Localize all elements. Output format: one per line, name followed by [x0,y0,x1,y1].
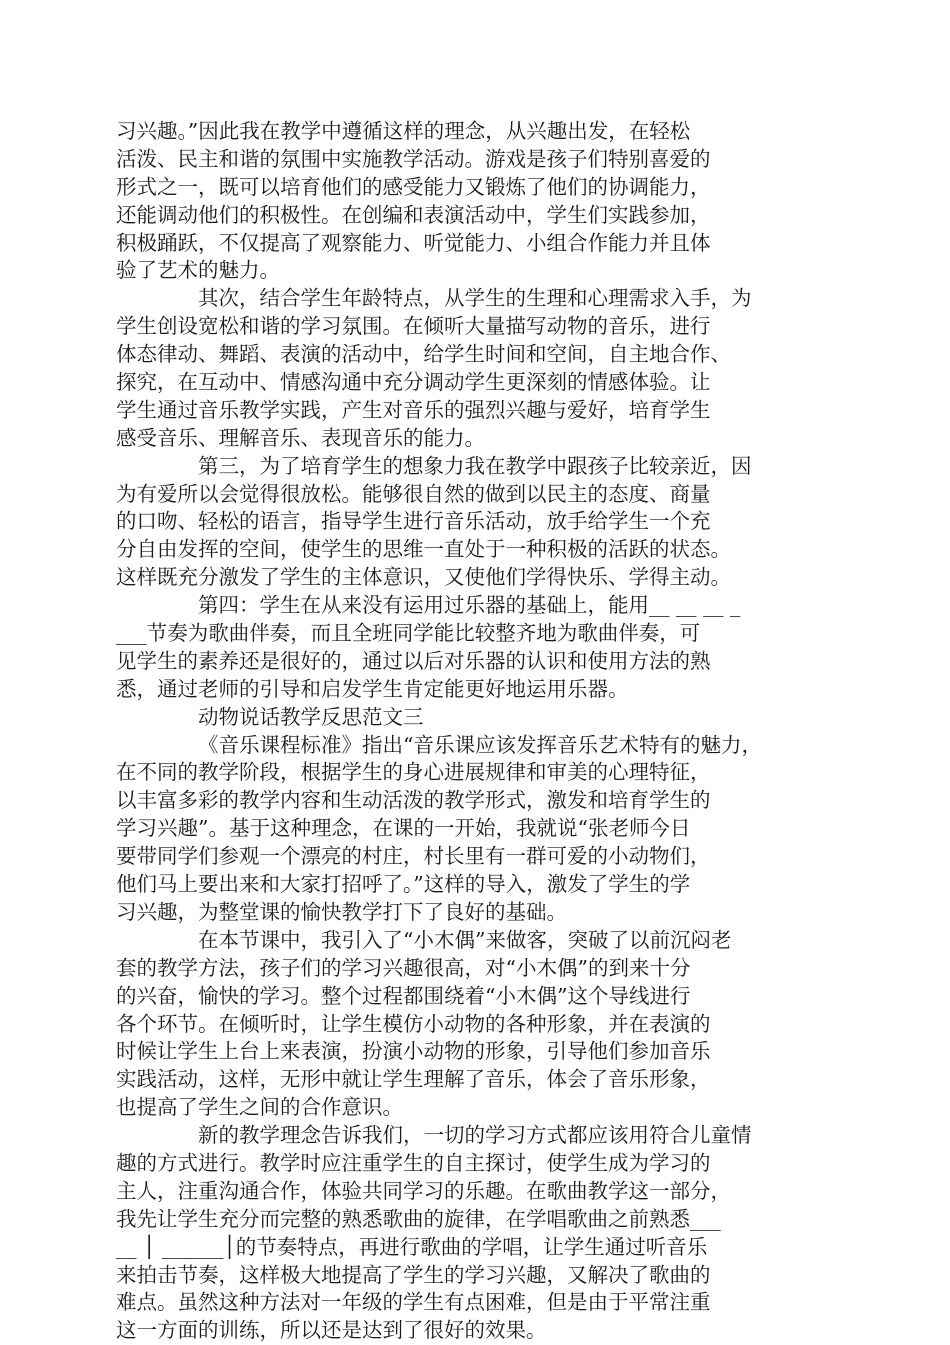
text-line: 主人，注重沟通合作，体验共同学习的乐趣。在歌曲教学这一部分， [116,1178,731,1203]
text-line: 来拍击节奏，这样极大地提高了学生的学习兴趣，又解决了歌曲的 [116,1262,711,1287]
paragraph-first-line: 新的教学理念告诉我们，一切的学习方式都应该用符合儿童情 [198,1123,752,1148]
text-line: 他们马上要出来和大家打招呼了。”这样的导入，激发了学生的学 [116,872,691,897]
text-line: 学生通过音乐教学实践，产生对音乐的强烈兴趣与爱好，培育学生 [116,397,711,422]
text-line: 积极踊跃，不仅提高了观察能力、听觉能力、小组合作能力并且体 [116,230,711,255]
paragraph-first-line: 第三，为了培育学生的想象力我在教学中跟孩子比较亲近，因 [198,453,752,478]
text-line: ___节奏为歌曲伴奏，而且全班同学能比较整齐地为歌曲伴奏，可 [116,621,701,646]
text-line: 要带同学们参观一个漂亮的村庄，村长里有一群可爱的小动物们， [116,844,711,869]
text-line: 验了艺术的魅力。 [116,258,280,283]
text-line: 实践活动，这样，无形中就让学生理解了音乐，体会了音乐形象， [116,1067,711,1092]
text-line: 的口吻、轻松的语言，指导学生进行音乐活动，放手给学生一个充 [116,509,711,534]
text-line: 习兴趣。”因此我在教学中遵循这样的理念，从兴趣出发，在轻松 [116,119,691,143]
text-line: 体态律动、舞蹈、表演的活动中，给学生时间和空间，自主地合作、 [116,342,731,367]
text-line: 悉，通过老师的引导和启发学生肯定能更好地运用乐器。 [116,676,629,701]
text-line: 分自由发挥的空间，使学生的思维一直处于一种积极的活跃的状态。 [116,537,731,562]
text-line: 难点。虽然这种方法对一年级的学生有点困难，但是由于平常注重 [116,1290,711,1315]
text-line: 学习兴趣”。基于这种理念，在课的一开始，我就说“张老师今日 [116,816,691,841]
text-line: 以丰富多彩的教学内容和生动活泼的教学形式，激发和培育学生的 [116,788,711,813]
text-line: 这样既充分激发了学生的主体意识，又使他们学得快乐、学得主动。 [116,565,731,590]
text-line: 见学生的素养还是很好的，通过以后对乐器的认识和使用方法的熟 [116,648,711,673]
paragraph-first-line: 动物说话教学反思范文三 [198,704,424,729]
text-line: 还能调动他们的积极性。在创编和表演活动中，学生们实践参加， [116,202,711,227]
text-line: 习兴趣，为整堂课的愉快教学打下了良好的基础。 [116,899,567,924]
text-line: 的兴奋，愉快的学习。整个过程都围绕着“小木偶”这个导线进行 [116,983,691,1008]
text-line: 为有爱所以会觉得很放松。能够很自然的做到以民主的态度、商量 [116,481,711,506]
text-line: 这一方面的训练，所以还是达到了很好的效果。 [116,1318,547,1343]
paragraph-first-line: 其次，结合学生年龄特点，从学生的生理和心理需求入手，为 [198,286,752,311]
document-body [116,118,836,1345]
text-line: 各个环节。在倾听时，让学生模仿小动物的各种形象，并在表演的 [116,1011,711,1036]
text-line: 学生创设宽松和谐的学习氛围。在倾听大量描写动物的音乐，进行 [116,314,711,339]
text-line: 趣的方式进行。教学时应注重学生的自主探讨，使学生成为学习的 [116,1150,711,1175]
text-line: 感受音乐、理解音乐、表现音乐的能力。 [116,425,485,450]
paragraph-first-line: 在本节课中，我引入了“小木偶”来做客，突破了以前沉闷老 [198,927,732,952]
text-line: 套的教学方法，孩子们的学习兴趣很高，对“小木偶”的到来十分 [116,955,691,980]
text-line: 在不同的教学阶段，根据学生的身心进展规律和审美的心理特征， [116,760,711,785]
text-line: 活泼、民主和谐的氛围中实施教学活动。游戏是孩子们特别喜爱的 [116,146,711,171]
text-line: 探究，在互动中、情感沟通中充分调动学生更深刻的情感体验。让 [116,370,711,395]
paragraph-first-line: 第四：学生在从来没有运用过乐器的基础上，能用__ __ __ _ [198,593,741,618]
text-line: 我先让学生充分而完整的熟悉歌曲的旋律，在学唱歌曲之前熟悉___ [116,1206,721,1231]
text-line: 也提高了学生之间的合作意识。 [116,1095,403,1120]
text-line: __ │ ______│的节奏特点，再进行歌曲的学唱，让学生通过听音乐 [116,1234,708,1259]
text-line: 时候让学生上台上来表演，扮演小动物的形象，引导他们参加音乐 [116,1039,711,1064]
paragraph-first-line: 《音乐课程标准》指出“音乐课应该发挥音乐艺术特有的魅力， [198,732,762,757]
text-line: 形式之一，既可以培育他们的感受能力又锻炼了他们的协调能力， [116,174,711,199]
